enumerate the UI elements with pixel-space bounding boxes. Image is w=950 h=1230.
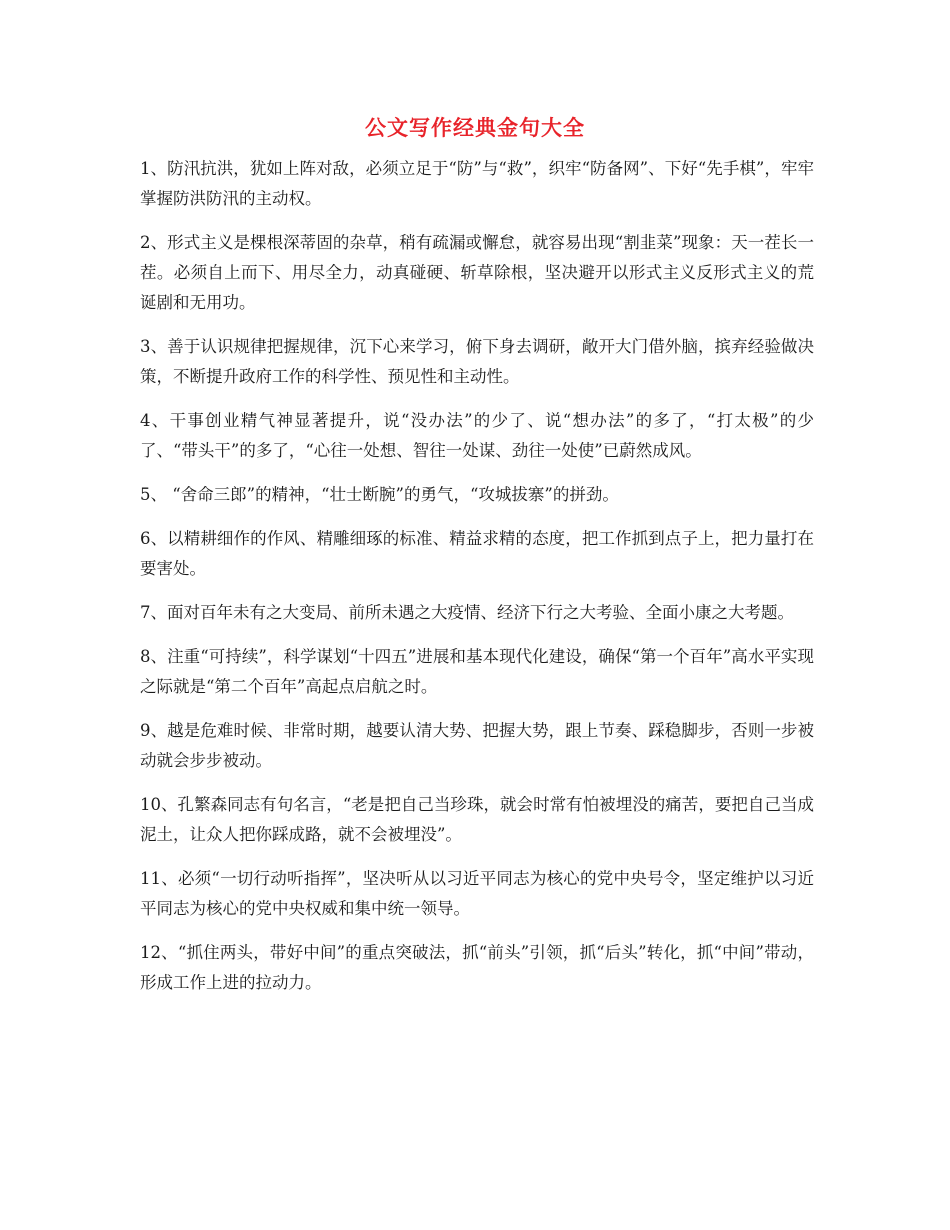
quote-item-6: 6、以精耕细作的作风、精雕细琢的标准、精益求精的态度，把工作抓到点子上，把力量打在要害处。 (140, 529, 814, 578)
quote-item-8: 8、注重“可持续”，科学谋划“十四五”进展和基本现代化建设，确保“第一个百年”高水平实现之际就是“第二个百年”高起点启航之时。 (140, 647, 814, 696)
quote-item-2: 2、形式主义是棵根深蒂固的杂草，稍有疏漏或懈怠，就容易出现“割韭菜”现象：天一茬长一茬。必须自上而下、用尽全力，动真碰硬、斩草除根，坚决避开以形式主义反形式主义的荒诞剧和无用功。 (140, 233, 814, 312)
quote-item-7: 7、面对百年未有之大变局、前所未遇之大疫情、经济下行之大考验、全面小康之大考题。 (140, 603, 794, 622)
quote-item-12: 12、“抓住两头，带好中间”的重点突破法，抓“前头”引领，抓“后头”转化，抓“中间”带动，形成工作上进的拉动力。 (140, 943, 814, 992)
quote-list (140, 154, 814, 1012)
quote-item-9: 9、越是危难时候、非常时期，越要认清大势、把握大势，跟上节奏、踩稳脚步，否则一步被动就会步步被动。 (140, 721, 814, 770)
document-title: 公文写作经典金句大全 (365, 115, 585, 140)
quote-item-3: 3、善于认识规律把握规律，沉下心来学习，俯下身去调研，敞开大门借外脑，摈弃经验做决策，不断提升政府工作的科学性、预见性和主动性。 (140, 337, 814, 386)
quote-item-4: 4、干事创业精气神显著提升，说“没办法”的少了、说“想办法”的多了，“打太极”的少了、“带头干”的多了，“心往一处想、智往一处谋、劲往一处使”已蔚然成风。 (140, 411, 814, 460)
quote-item-5: 5、 “舍命三郎”的精神，“壮士断腕”的勇气，“攻城拔寨”的拼劲。 (140, 485, 619, 504)
quote-item-10: 10、孔繁森同志有句名言，“老是把自己当珍珠，就会时常有怕被埋没的痛苦，要把自己当成泥土，让众人把你踩成路，就不会被埋没”。 (140, 795, 814, 844)
quote-item-11: 11、必须“一切行动听指挥”，坚决听从以习近平同志为核心的党中央号令，坚定维护以习近平同志为核心的党中央权威和集中统一领导。 (140, 869, 814, 918)
quote-item-1: 1、防汛抗洪，犹如上阵对敌，必须立足于“防”与“救”，织牢“防备网”、下好“先手棋”，牢牢掌握防洪防汛的主动权。 (140, 159, 814, 208)
